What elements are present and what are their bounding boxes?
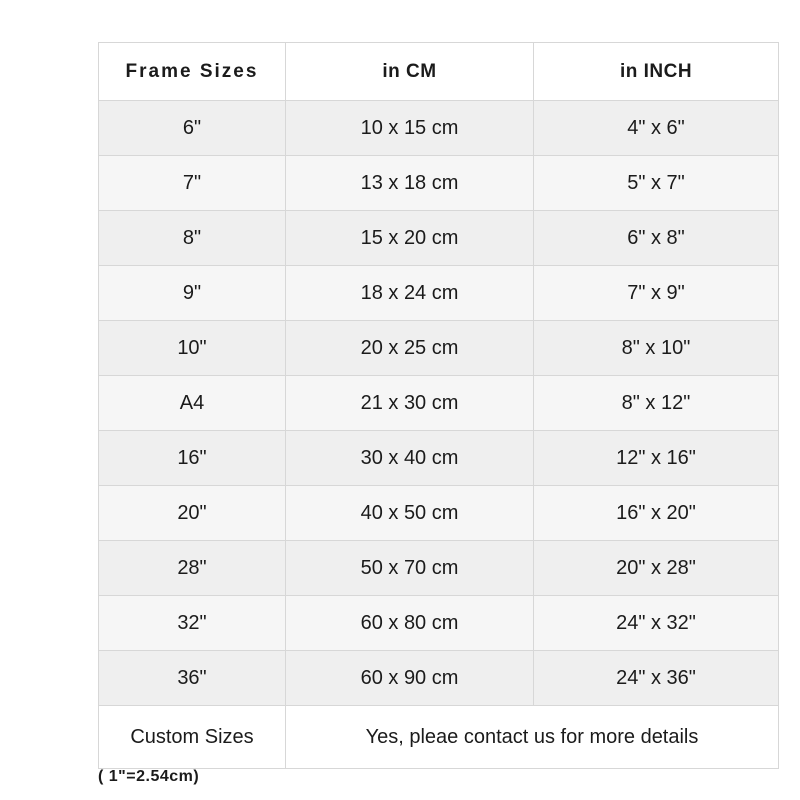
- cell-inch: 8" x 10": [534, 321, 779, 376]
- cell-inch: 5" x 7": [534, 156, 779, 211]
- cell-custom-sizes-note: Yes, pleae contact us for more details: [286, 706, 779, 769]
- cell-inch: 16" x 20": [534, 486, 779, 541]
- cell-cm: 18 x 24 cm: [286, 266, 534, 321]
- cell-inch: 20" x 28": [534, 541, 779, 596]
- cell-frame-size: 32": [99, 596, 286, 651]
- table-row: [99, 211, 779, 266]
- cell-inch: 12" x 16": [534, 431, 779, 486]
- table-row: [99, 266, 779, 321]
- cell-frame-size: 16": [99, 431, 286, 486]
- cell-cm: 30 x 40 cm: [286, 431, 534, 486]
- cell-inch: 24" x 32": [534, 596, 779, 651]
- table-header-row: [99, 43, 779, 101]
- cell-cm: 40 x 50 cm: [286, 486, 534, 541]
- cell-inch: 4" x 6": [534, 101, 779, 156]
- cell-frame-size: 28": [99, 541, 286, 596]
- cell-custom-sizes-label: Custom Sizes: [99, 706, 286, 769]
- cell-inch: 6" x 8": [534, 211, 779, 266]
- table-row: [99, 156, 779, 211]
- cell-frame-size: 36": [99, 651, 286, 706]
- column-header-frame-sizes: Frame Sizes: [99, 43, 286, 101]
- table-row: [99, 431, 779, 486]
- table-row: [99, 651, 779, 706]
- table-row: [99, 101, 779, 156]
- cell-cm: 15 x 20 cm: [286, 211, 534, 266]
- cell-inch: 7" x 9": [534, 266, 779, 321]
- cell-frame-size: 9": [99, 266, 286, 321]
- table-row: [99, 321, 779, 376]
- table-row: [99, 541, 779, 596]
- cell-cm: 20 x 25 cm: [286, 321, 534, 376]
- cell-cm: 10 x 15 cm: [286, 101, 534, 156]
- cell-cm: 60 x 90 cm: [286, 651, 534, 706]
- cell-cm: 50 x 70 cm: [286, 541, 534, 596]
- cell-frame-size: 6": [99, 101, 286, 156]
- frame-size-table-container: [98, 42, 778, 769]
- cell-frame-size: 10": [99, 321, 286, 376]
- cell-frame-size: 7": [99, 156, 286, 211]
- table-row: [99, 486, 779, 541]
- conversion-footnote: ( 1"=2.54cm): [98, 768, 200, 785]
- table-body: [99, 101, 779, 769]
- cell-cm: 60 x 80 cm: [286, 596, 534, 651]
- frame-size-table: [98, 42, 779, 769]
- cell-inch: 8" x 12": [534, 376, 779, 431]
- table-row-custom-sizes: [99, 706, 779, 769]
- table-row: [99, 596, 779, 651]
- cell-frame-size: 20": [99, 486, 286, 541]
- cell-cm: 13 x 18 cm: [286, 156, 534, 211]
- cell-inch: 24" x 36": [534, 651, 779, 706]
- column-header-in-cm: in CM: [286, 43, 534, 101]
- table-row: [99, 376, 779, 431]
- column-header-in-inch: in INCH: [534, 43, 779, 101]
- cell-frame-size: 8": [99, 211, 286, 266]
- cell-frame-size: A4: [99, 376, 286, 431]
- cell-cm: 21 x 30 cm: [286, 376, 534, 431]
